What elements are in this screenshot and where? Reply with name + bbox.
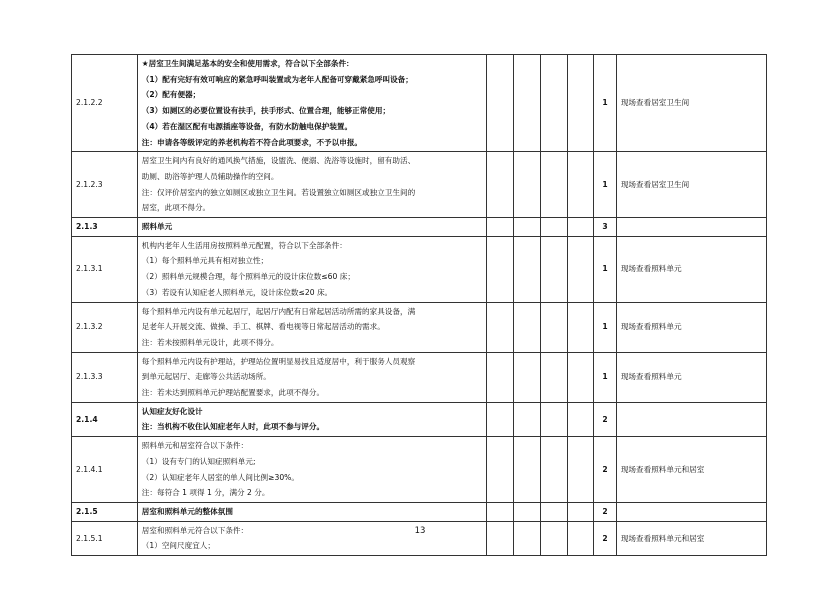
requirement-line: 居室卫生间内有良好的通风换气措施，设盥洗、便溺、洗浴等设施时，留有助活、 [141, 156, 416, 166]
item-code: 2.1.3 [72, 218, 138, 237]
empty-cell [487, 152, 514, 218]
empty-cell [567, 352, 594, 402]
assessment-method [616, 402, 766, 436]
page-number: 13 [414, 526, 426, 536]
assessment-method [616, 502, 766, 521]
requirement-line: 照料单元和居室符合以下条件： [141, 441, 249, 451]
empty-cell [514, 218, 541, 237]
assessment-method: 现场查看照料单元 [616, 236, 766, 302]
points-cell: 1 [594, 236, 617, 302]
item-requirement [137, 55, 487, 152]
empty-cell [487, 236, 514, 302]
empty-cell [567, 236, 594, 302]
empty-cell [540, 55, 567, 152]
item-code: 2.1.3.1 [72, 236, 138, 302]
requirement-line: （1）配有完好有效可响应的紧急呼叫装置或为老年人配备可穿戴紧急呼叫设备； [141, 74, 413, 84]
item-requirement [137, 352, 487, 402]
empty-cell [514, 55, 541, 152]
empty-cell [514, 437, 541, 503]
requirement-line: （3）若设有认知症老人照料单元，设计床位数≤20 床。 [141, 287, 333, 297]
requirement-line: 到单元起居厅、走廊等公共活动场所。 [141, 372, 271, 382]
empty-cell [567, 302, 594, 352]
item-requirement [137, 437, 487, 503]
empty-cell [567, 152, 594, 218]
empty-cell [567, 437, 594, 503]
item-requirement [137, 302, 487, 352]
requirement-line: （1）设有专门的认知症照料单元; [141, 456, 256, 466]
table-row [72, 236, 767, 302]
empty-cell [540, 402, 567, 436]
requirement-line: 注：若未按照料单元设计，此项不得分。 [141, 337, 279, 347]
item-requirement [137, 152, 487, 218]
requirement-line: 注：当机构不收住认知症老年人时，此项不参与评分。 [141, 422, 325, 432]
points-cell: 1 [594, 152, 617, 218]
empty-cell [540, 218, 567, 237]
empty-cell [487, 302, 514, 352]
requirement-line: （1）每个照料单元具有相对独立性； [141, 256, 269, 266]
requirement-line: ★居室卫生间满足基本的安全和使用需求，符合以下全部条件： [141, 59, 354, 68]
requirement-line: 注：每符合 1 项得 1 分，满分 2 分。 [141, 488, 270, 498]
table-row [72, 437, 767, 503]
empty-cell [487, 437, 514, 503]
assessment-method: 现场查看照料单元 [616, 302, 766, 352]
points-cell: 1 [594, 302, 617, 352]
section-row [72, 218, 767, 237]
empty-cell [514, 152, 541, 218]
table-row [72, 352, 767, 402]
requirement-line: 居室和照料单元的整体氛围 [141, 506, 233, 516]
assessment-method [616, 218, 766, 237]
evaluation-table [71, 54, 767, 556]
points-cell: 1 [594, 352, 617, 402]
empty-cell [514, 302, 541, 352]
requirement-line: 注：若未达到照料单元护理站配置要求，此项不得分。 [141, 388, 325, 398]
empty-cell [540, 236, 567, 302]
points-cell: 2 [594, 437, 617, 503]
item-requirement [137, 502, 487, 521]
empty-cell [567, 402, 594, 436]
empty-cell [540, 302, 567, 352]
empty-cell [487, 55, 514, 152]
empty-cell [540, 152, 567, 218]
item-requirement [137, 236, 487, 302]
empty-cell [567, 502, 594, 521]
item-code: 2.1.2.3 [72, 152, 138, 218]
empty-cell [514, 352, 541, 402]
requirement-line: （2）认知症老年人居室的单人间比例≥30%。 [141, 472, 299, 482]
item-code: 2.1.5 [72, 502, 138, 521]
requirement-line: 照料单元 [141, 222, 173, 232]
requirement-line: 注：申请各等级评定的养老机构若不符合此项要求，不予以申报。 [141, 137, 363, 147]
item-code: 2.1.3.2 [72, 302, 138, 352]
points-cell: 2 [594, 502, 617, 521]
requirement-line: 每个照料单元内设有单元起居厅，起居厅内配有日常起居活动所需的家具设备，满 [141, 306, 416, 316]
requirement-line: 机构内老年人生活用房按照料单元配置，符合以下全部条件： [141, 240, 347, 250]
section-row [72, 502, 767, 521]
empty-cell [567, 218, 594, 237]
requirement-line: （4）若在湿区配有电源插座等设备，有防水防触电保护装置。 [141, 121, 353, 131]
points-cell: 1 [594, 55, 617, 152]
empty-cell [540, 437, 567, 503]
requirement-line: 助厕、助浴等护理人员辅助操作的空间。 [141, 171, 279, 181]
empty-cell [567, 55, 594, 152]
item-code: 2.1.2.2 [72, 55, 138, 152]
requirement-line: 足老年人开展交流、做操、手工、棋牌、看电视等日常起居活动的需求。 [141, 322, 385, 332]
requirement-line: （3）如厕区的必要位置设有扶手，扶手形式、位置合理，能够正常使用； [141, 106, 391, 116]
empty-cell [487, 402, 514, 436]
assessment-method: 现场查看居室卫生间 [616, 55, 766, 152]
assessment-method: 现场查看居室卫生间 [616, 152, 766, 218]
requirement-line: 每个照料单元内设有护理站，护理站位置明显易找且适度居中，利于服务人员观察 [141, 356, 416, 366]
table-row [72, 55, 767, 152]
assessment-method: 现场查看照料单元 [616, 352, 766, 402]
section-row [72, 402, 767, 436]
empty-cell [514, 402, 541, 436]
item-code: 2.1.5.1 [72, 521, 138, 555]
table-row [72, 152, 767, 218]
requirement-line: （2）照料单元规模合理，每个照料单元的设计床位数≤60 床； [141, 272, 355, 282]
item-code: 2.1.3.3 [72, 352, 138, 402]
empty-cell [487, 502, 514, 521]
assessment-method: 现场查看照料单元和居室 [616, 521, 766, 555]
requirement-line: 居室和照料单元符合以下条件： [141, 525, 249, 535]
item-code: 2.1.4 [72, 402, 138, 436]
table-body [72, 55, 767, 556]
assessment-method: 现场查看照料单元和居室 [616, 437, 766, 503]
item-requirement [137, 218, 487, 237]
empty-cell [540, 352, 567, 402]
empty-cell [514, 502, 541, 521]
empty-cell [487, 218, 514, 237]
requirement-line: （2）配有便器； [141, 90, 201, 100]
item-code: 2.1.4.1 [72, 437, 138, 503]
points-cell: 2 [594, 402, 617, 436]
empty-cell [487, 352, 514, 402]
requirement-line: 注：仅评价居室内的独立如厕区或独立卫生间。若设置独立如厕区或独立卫生间的 [141, 187, 416, 197]
requirement-line: 认知症友好化设计 [141, 406, 203, 416]
requirement-line: 居室，此项不得分。 [141, 203, 211, 213]
empty-cell [514, 236, 541, 302]
empty-cell [540, 502, 567, 521]
item-requirement [137, 402, 487, 436]
table-row [72, 302, 767, 352]
requirement-line: （1）空间尺度宜人； [141, 541, 215, 551]
points-cell: 2 [594, 521, 617, 555]
points-cell: 3 [594, 218, 617, 237]
